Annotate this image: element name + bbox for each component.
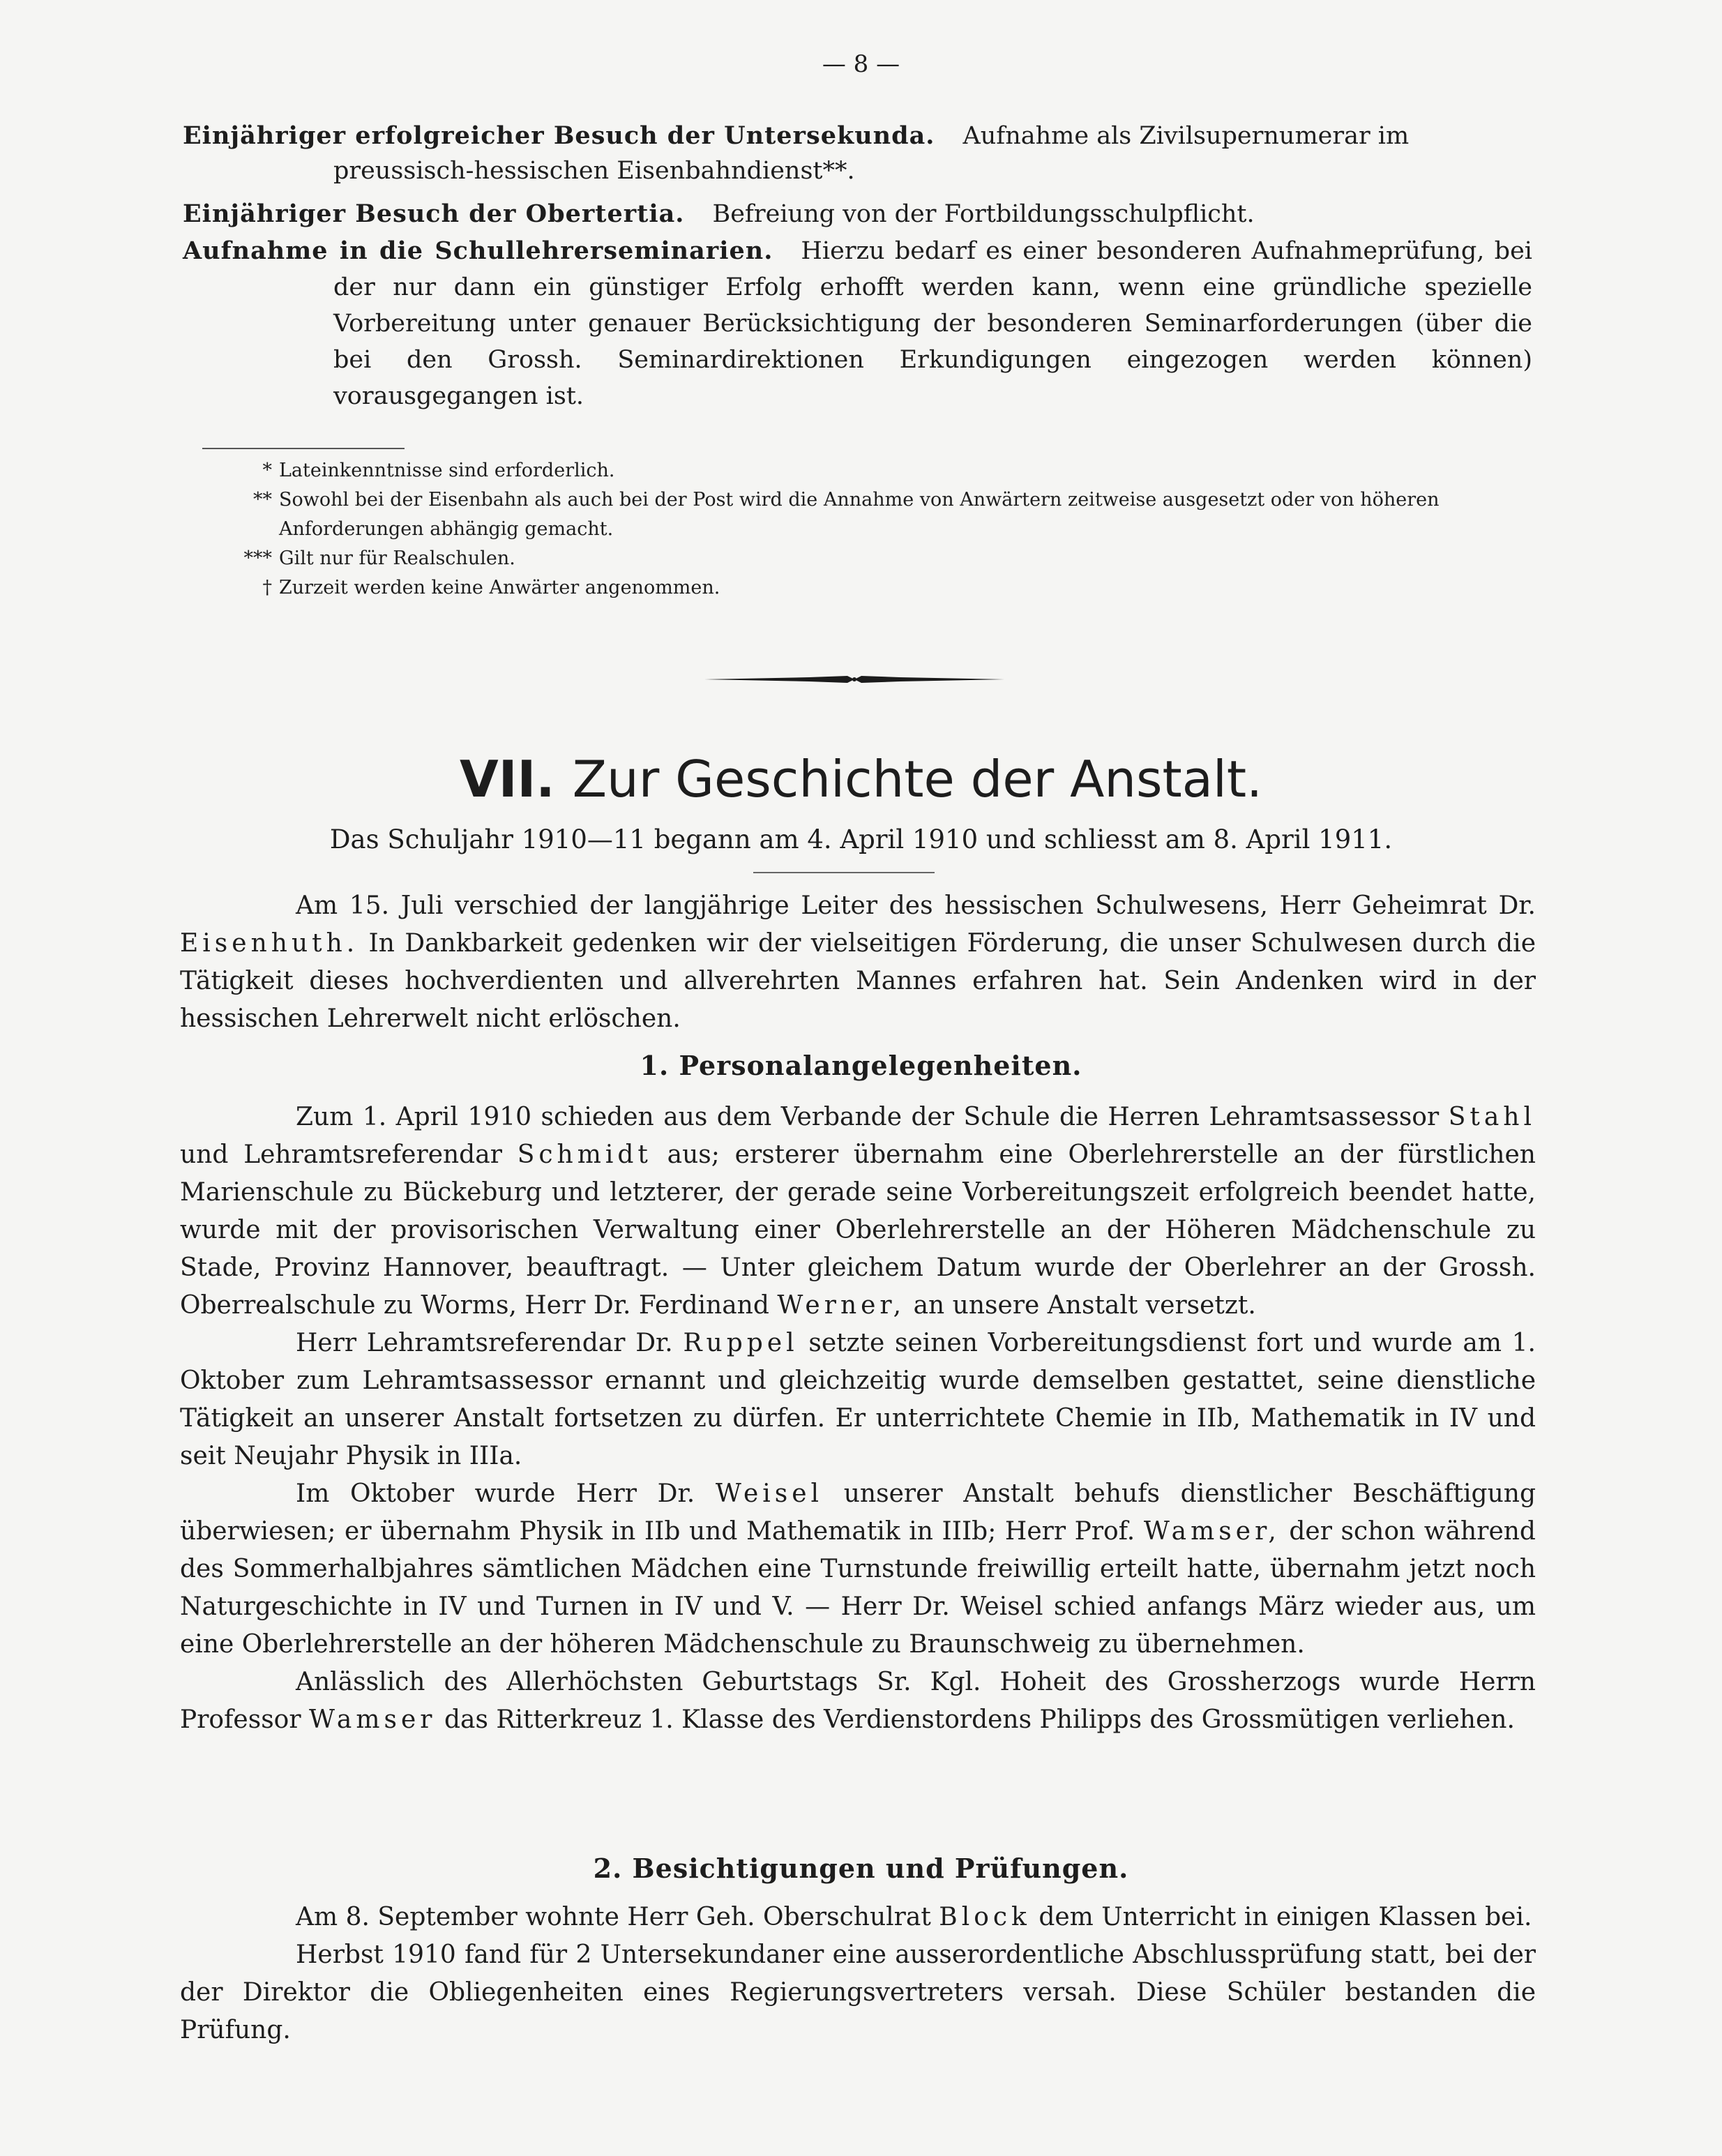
person-name: Eisenhuth. [180,929,359,958]
footnote: ** Sowohl bei der Eisenbahn als auch bei der Post wird die Annahme von Anwärtern zeitweise ausgesetzt oder von höheren Anforderungen abhängig gemacht. [253,489,1440,540]
paragraph-ruppel: Herr Lehramtsreferendar Dr. Ruppel setzte seinen Vorbereitungsdienst fort und wurde am 1. Oktober zum Lehramtsassessor ernannt und gleichzeitig wurde demselben gestattet, seine dienstliche Tätigkeit an unserer Anstalt fortsetzen zu dürfen. Er unterrichtete Chemie in IIb, Mathematik in IV und seit Neujahr Physik in IIIa. [180,1329,1536,1470]
person-name: Block [939,1903,1031,1931]
paragraph-block: Am 8. September wohnte Herr Geh. Oberschulrat Block dem Unterricht in einigen Klassen bei. [296,1903,1532,1931]
paragraph-herbst: Herbst 1910 fand für 2 Untersekundaner eine ausserordentliche Abschlussprüfung statt, bei der der Direktor die Obliegenheiten eines Regierungsvertreters versah. Diese Schüler bestanden die Prüfung. [180,1940,1536,2044]
entry-text: Befreiung von der Fortbildungsschulpflicht. [712,200,1255,228]
person-name: Wamser [309,1705,437,1734]
subheading-personal: 1. Personalangelegenheiten. [640,1050,1082,1081]
person-name: Stahl [1448,1103,1536,1131]
entry-lead: Einjähriger Besuch der Obertertia. [183,199,685,228]
paragraph-block-pruefungen [180,1899,1536,2049]
person-name: Schmidt [517,1140,652,1169]
footnote-rule [202,448,405,449]
entry-seminarien [183,233,1532,414]
person-name: Ruppel [683,1329,799,1357]
entry-untersekunda [183,119,1532,188]
entry-obertertia [183,197,1532,232]
intro-rule [753,872,935,873]
entry-text: Aufnahme als Zivilsupernumerar im preussisch-hessischen Eisenbahndienst**. [333,122,1410,185]
footnote: † Zurzeit werden keine Anwärter angenommen. [262,577,720,598]
section-intro: Das Schuljahr 1910—11 begann am 4. April 1910 und schliesst am 8. April 1911. [329,824,1393,854]
page-number: — 8 — [822,50,900,78]
entry-text: Hierzu bedarf es einer besonderen Aufnahmeprüfung, bei der nur dann ein günstiger Erfolg erhofft werden kann, wenn eine gründliche spezielle Vorbereitung unter genauer Berücksichtigung der besonderen Seminarforderungen (über die bei den Grossh. Seminardirektionen Erkundigungen eingezogen werden können) vorausgegangen ist. [333,237,1532,410]
person-name: Wamser, [1143,1517,1281,1546]
section-number: VII. [460,750,555,808]
footnotes [230,456,1527,603]
paragraph-stahl: Zum 1. April 1910 schieden aus dem Verbande der Schule die Herren Lehramtsassessor Stahl und Lehramtsreferendar Schmidt aus; ersterer übernahm eine Oberlehrerstelle an der fürstlichen Marienschule zu Bückeburg und letzterer, der gerade seine Vorbereitungszeit erfolgreich beendet hatte, wurde mit der provisorischen Verwaltung einer Oberlehrerstelle an der Höheren Mädchenschule zu Stade, Provinz Hannover, beauftragt. — Unter gleichem Datum wurde der Oberlehrer an der Grossh. Oberrealschule zu Worms, Herr Dr. Ferdinand Werner, an unsere Anstalt versetzt. [180,1103,1536,1320]
person-name: Werner, [777,1291,906,1320]
paragraph-block-personal [180,1099,1536,1739]
ornament-divider [704,674,1004,685]
section-title: Zur Geschichte der Anstalt. [572,750,1262,808]
entry-lead: Einjähriger erfolgreicher Besuch der Untersekunda. [183,121,935,150]
paragraph-weisel: Im Oktober wurde Herr Dr. Weisel unserer Anstalt behufs dienstlicher Beschäftigung überwiesen; er übernahm Physik in IIb und Mathematik in IIIb; Herr Prof. Wamser, der schon während des Sommerhalbjahres sämtlichen Mädchen eine Turnstunde freiwillig erteilt hatte, übernahm jetzt noch Naturgeschichte in IV und Turnen in IV und V. — Herr Dr. Weisel schied anfangs März wieder aus, um eine Oberlehrerstelle an der höheren Mädchenschule zu Braunschweig zu übernehmen. [180,1479,1536,1659]
paragraph-eisenhuth: Am 15. Juli verschied der langjährige Leiter des hessischen Schulwesens, Herr Geheimrat Dr. Eisenhuth. In Dankbarkeit gedenken wir der vielseitigen Förderung, die unser Schulwesen durch die Tätigkeit dieses hochverdienten und allverehrten Mannes erfahren hat. Sein Andenken wird in der hessischen Lehrerwelt nicht erlöschen. [180,891,1536,1033]
footnote: * Lateinkenntnisse sind erforderlich. [262,460,615,481]
paragraph-wamser: Anlässlich des Allerhöchsten Geburtstags Sr. Kgl. Hoheit des Grossherzogs wurde Herrn Professor Wamser das Ritterkreuz 1. Klasse des Verdienstordens Philipps des Grossmütigen verliehen. [180,1668,1536,1734]
subheading-besichtigungen: 2. Besichtigungen und Prüfungen. [593,1853,1129,1884]
section-heading [0,750,1722,808]
entry-lead: Aufnahme in die Schullehrerseminarien. [183,236,773,265]
footnote: *** Gilt nur für Realschulen. [243,548,515,569]
person-name: Weisel [715,1479,824,1508]
